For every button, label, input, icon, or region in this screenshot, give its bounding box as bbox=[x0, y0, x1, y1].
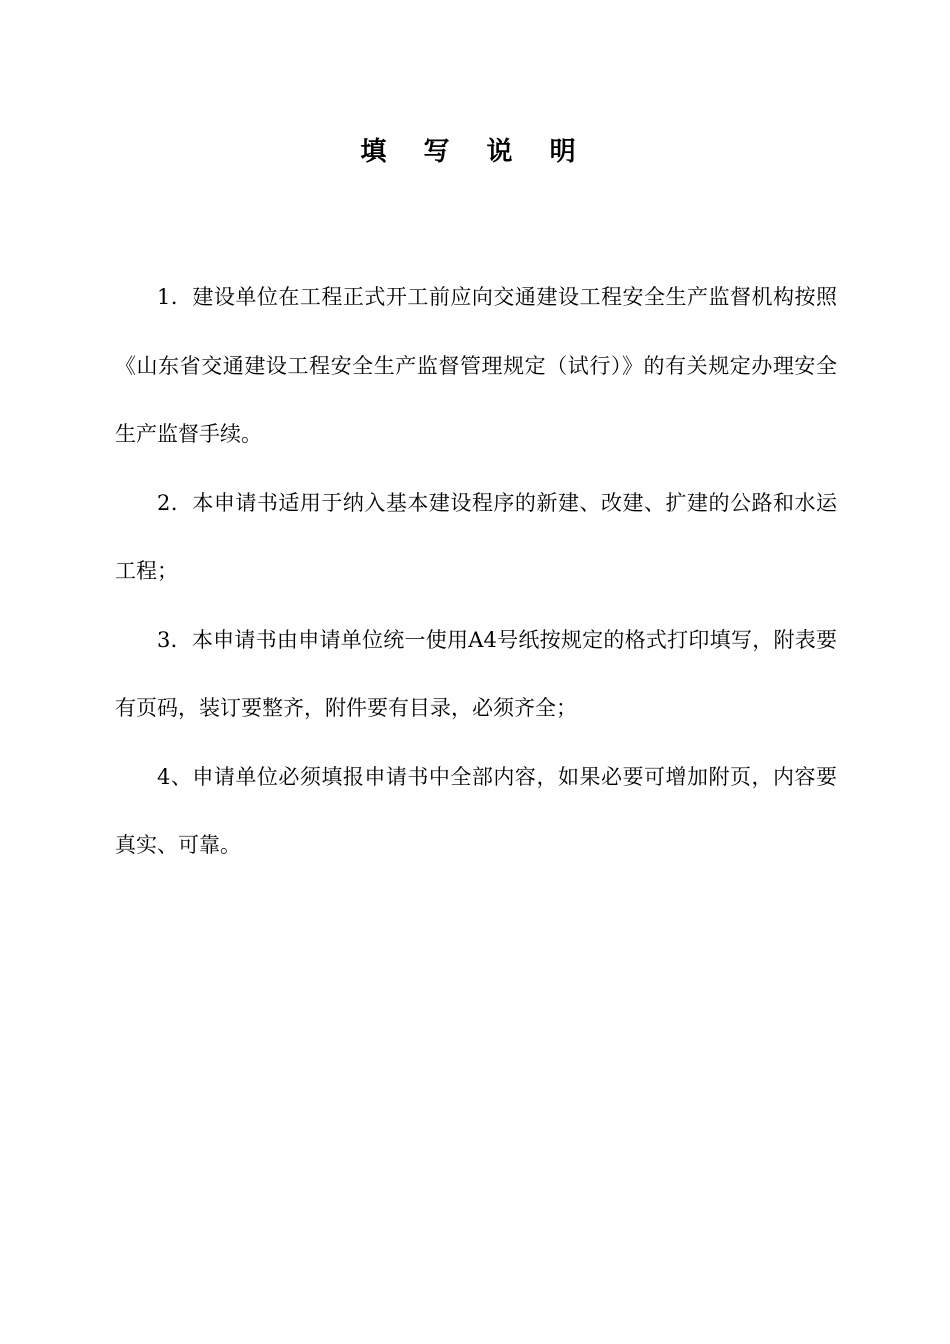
instruction-paragraph-2: 2．本申请书适用于纳入基本建设程序的新建、改建、扩建的公路和水运工程； bbox=[115, 490, 837, 583]
instruction-paragraph-4: 4、申请单位必须填报申请书中全部内容，如果必要可增加附页，内容要真实、可靠。 bbox=[115, 764, 837, 857]
instructions-body bbox=[115, 263, 837, 880]
instruction-paragraph-1: 1．建设单位在工程正式开工前应向交通建设工程安全生产监督机构按照《山东省交通建设工程安全生产监督管理规定（试行）》的有关规定办理安全生产监督手续。 bbox=[115, 285, 837, 446]
page-title: 填 写 说 明 bbox=[360, 137, 590, 167]
instruction-paragraph-3: 3．本申请书由申请单位统一使用A4号纸按规定的格式打印填写，附表要有页码，装订要整齐，附件要有目录，必须齐全； bbox=[115, 627, 837, 720]
